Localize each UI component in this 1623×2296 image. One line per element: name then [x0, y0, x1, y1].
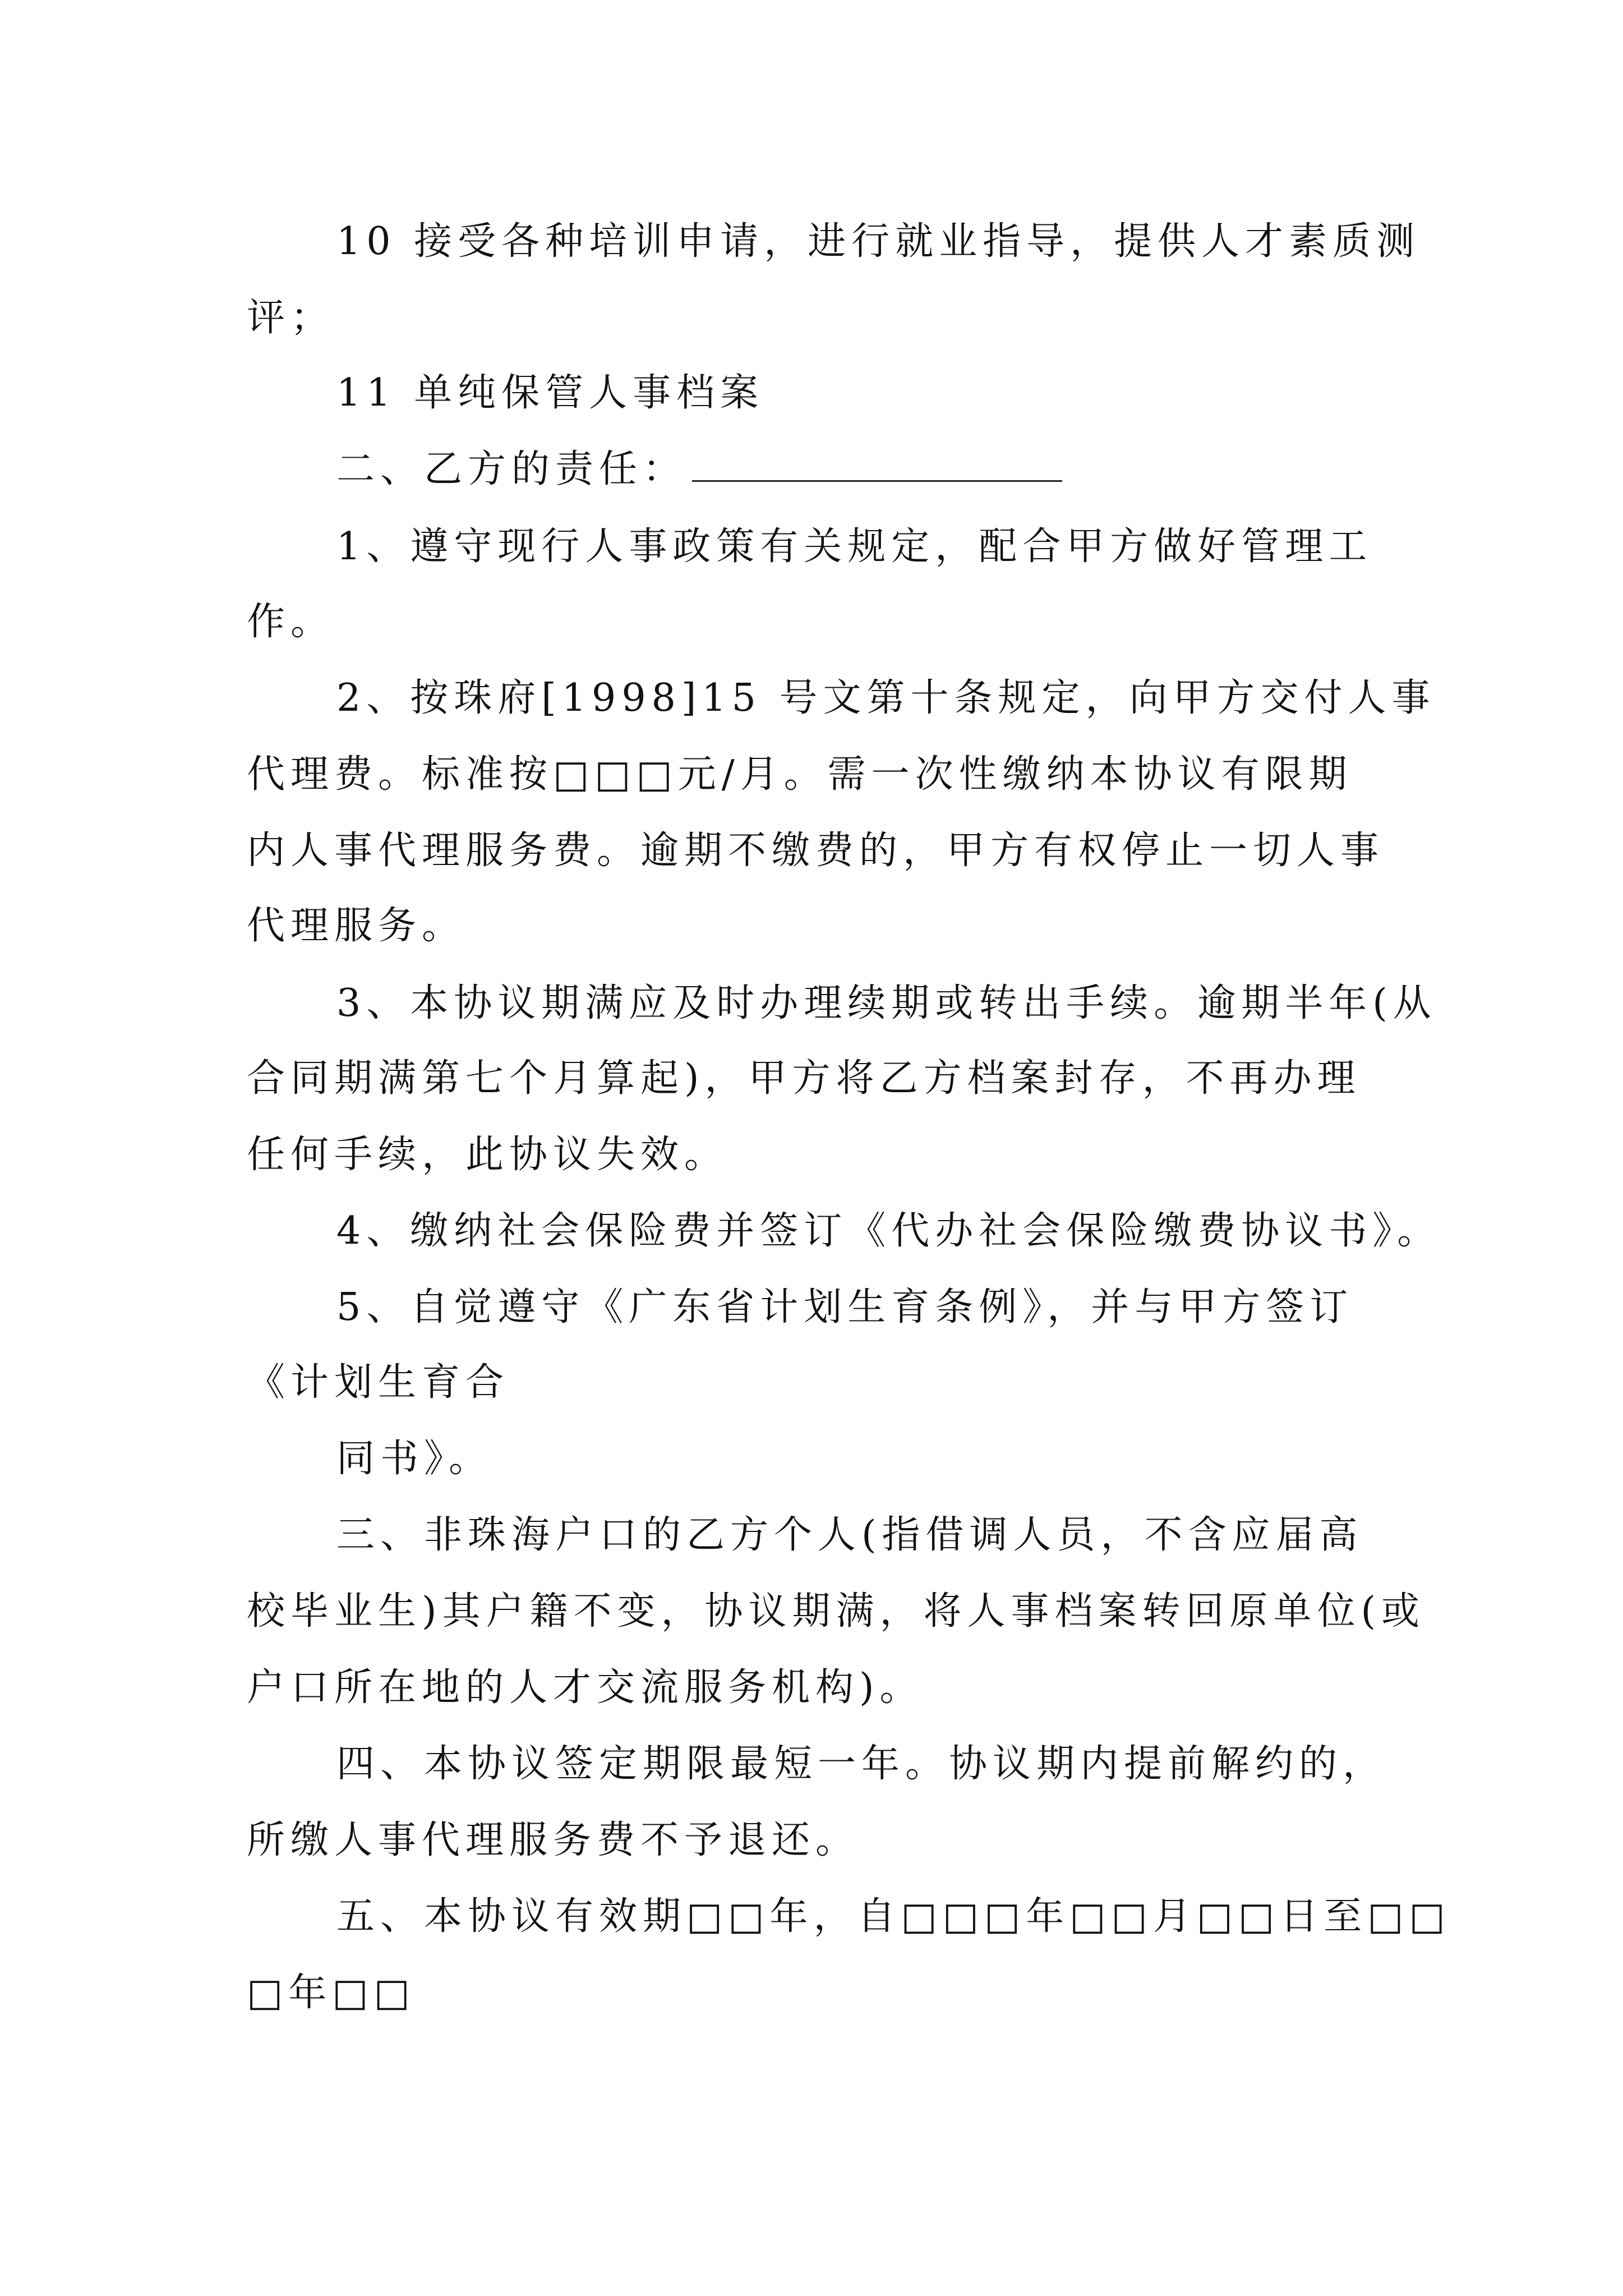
text-line-b3-cont-1: 合同期满第七个月算起)，甲方将乙方档案封存，不再办理	[247, 1056, 1361, 1101]
text-line-item-10-cont: 评；	[247, 296, 335, 340]
text-line-b2-cont-2: 内人事代理服务费。逾期不缴费的，甲方有权停止一切人事	[247, 829, 1385, 873]
text-line-b3: 3、本协议期满应及时办理续期或转出手续。逾期半年(从	[336, 981, 1437, 1025]
text-line-item-11: 11 单纯保管人事档案	[336, 371, 764, 415]
text-line-b5-cont-2: 同书》。	[336, 1437, 493, 1481]
section-heading-party-b-label: 二、乙方的责任：	[336, 447, 687, 491]
fill-in-blank-line	[692, 452, 1062, 482]
text-line-b3-cont-2: 任何手续，此协议失效。	[247, 1133, 728, 1177]
text-line-b5-cont-1: 《计划生育合	[247, 1360, 510, 1405]
text-line-section-3-cont-2: 户口所在地的人才交流服务机构)。	[247, 1665, 924, 1710]
text-line-b1-cont: 作。	[247, 600, 335, 644]
text-line-section-5: 五、本协议有效期□□年，自□□□年□□月□□日至□□	[336, 1894, 1451, 1939]
text-line-section-3: 三、非珠海户口的乙方个人(指借调人员，不含应届高	[336, 1513, 1363, 1557]
text-line-b5: 5、自觉遵守《广东省计划生育条例》，并与甲方签订	[336, 1285, 1354, 1329]
text-line-item-10: 10 接受各种培训申请，进行就业指导，提供人才素质测	[336, 219, 1421, 264]
text-line-section-5-cont: □年□□	[247, 1971, 416, 2015]
text-line-b2-cont-3: 代理服务。	[247, 904, 466, 948]
text-line-section-3-cont-1: 校毕业生)其户籍不变，协议期满，将人事档案转回原单位(或	[247, 1589, 1426, 1634]
section-heading-party-b	[336, 444, 1062, 495]
text-line-b4: 4、缴纳社会保险费并签订《代办社会保险缴费协议书》。	[336, 1209, 1441, 1253]
text-line-section-4: 四、本协议签定期限最短一年。协议期内提前解约的，	[336, 1742, 1387, 1786]
text-line-section-4-cont: 所缴人事代理服务费不予退还。	[247, 1818, 860, 1862]
text-line-b2: 2、按珠府[1998]15 号文第十条规定，向甲方交付人事	[336, 676, 1436, 720]
text-line-b2-cont-1: 代理费。标准按□□□元/月。需一次性缴纳本协议有限期	[247, 752, 1353, 797]
text-line-b1: 1、遵守现行人事政策有关规定，配合甲方做好管理工	[336, 524, 1373, 569]
